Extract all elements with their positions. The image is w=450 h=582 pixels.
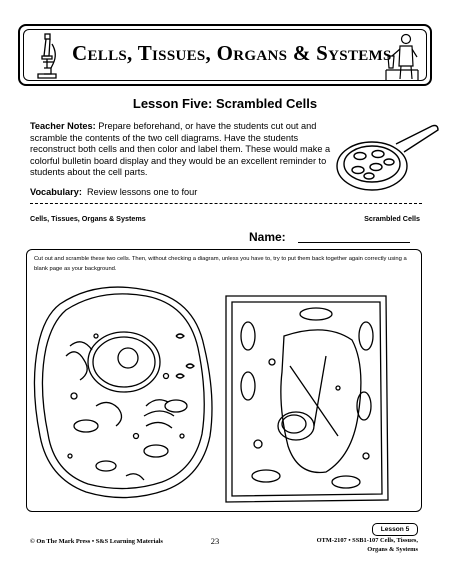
microscope-icon <box>34 32 60 80</box>
teacher-notes-label: Teacher Notes: <box>30 121 96 131</box>
title-banner <box>18 24 432 86</box>
instructions: Cut out and scramble these two cells. Then, without checking a diagram, unless you have to, try to put them back together again correctly using a blank page as your background. <box>34 256 407 272</box>
teacher-notes <box>30 121 334 179</box>
plant-cell-diagram <box>226 296 388 502</box>
vocabulary-text: Review lessons one to four <box>87 187 198 197</box>
animal-cell-diagram <box>34 287 212 497</box>
vocabulary <box>30 187 197 197</box>
lesson-title: Lesson Five: Scrambled Cells <box>132 96 318 111</box>
footer-publisher: © On The Mark Press • S&S Learning Materials <box>30 538 163 545</box>
page-number: 23 <box>210 536 220 546</box>
footer-catalog <box>288 536 418 554</box>
vocabulary-label: Vocabulary: <box>30 187 82 197</box>
footer-catalog-line1: OTM-2107 • SSB1-107 Cells, Tissues, <box>316 537 418 544</box>
name-field-line[interactable] <box>298 242 410 243</box>
teacher-notes-text: Prepare beforehand, or have the students cut out and scramble the contents of the two cell diagrams. Have the students reconstruct both cells and then color and label them. These would make a colorful bulletin board display and they would be an excellent reminder to students about the cell parts. <box>30 121 331 177</box>
scientist-icon <box>384 32 420 82</box>
lesson-badge: Lesson 5 <box>372 523 418 536</box>
banner-title: Cells, Tissues, Organs & Systems <box>72 41 392 65</box>
cell-diagrams <box>26 276 422 510</box>
worksheet-header-right: Scrambled Cells <box>364 214 420 223</box>
worksheet-header-left: Cells, Tissues, Organs & Systems <box>30 214 146 223</box>
cut-line-divider <box>30 203 422 204</box>
petri-dish-icon <box>334 120 444 202</box>
footer-catalog-line2: Organs & Systems <box>367 546 418 553</box>
name-label: Name: <box>249 230 286 244</box>
